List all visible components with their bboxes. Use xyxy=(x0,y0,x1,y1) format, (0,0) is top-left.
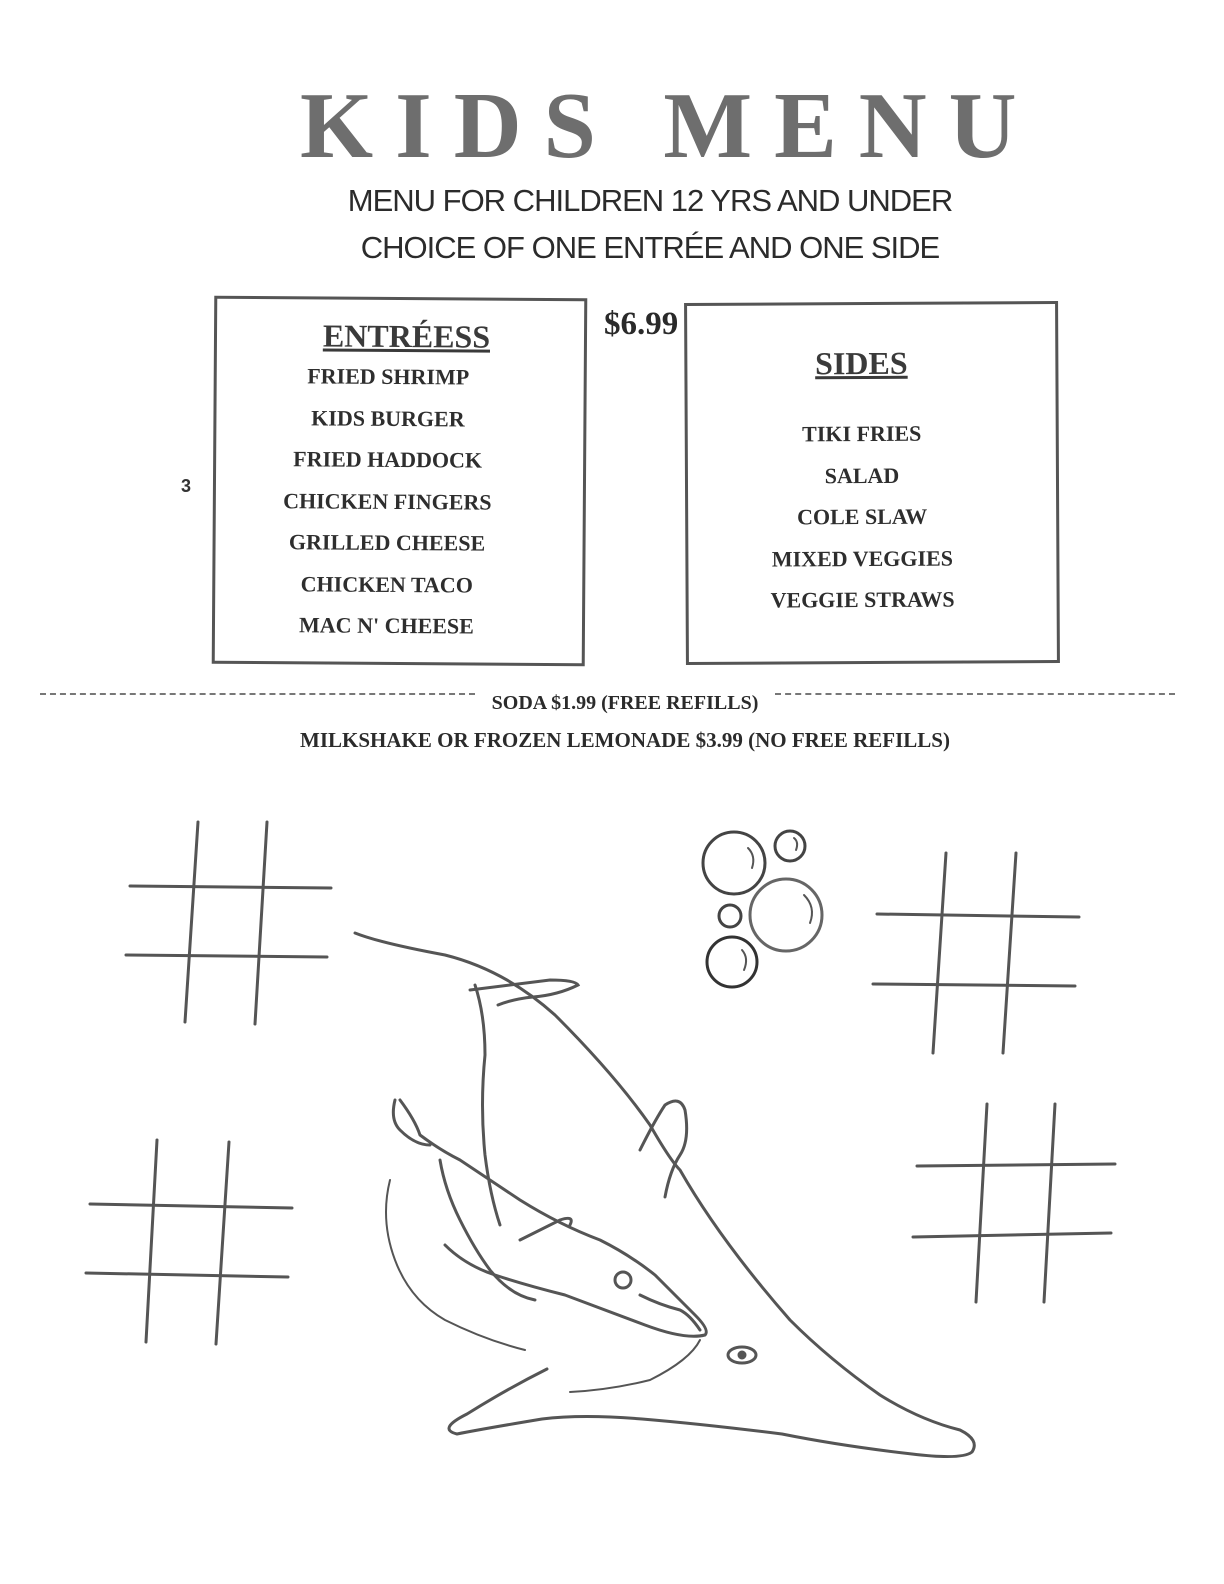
page-title: KIDS MENU xyxy=(300,74,1039,178)
sides-heading: SIDES xyxy=(815,344,908,382)
entree-item: CHICKEN FINGERS xyxy=(283,487,492,515)
soda-price-text: SODA $1.99 (FREE REFILLS) xyxy=(491,692,759,714)
bubbles-icon xyxy=(703,831,822,987)
tic-tac-toe-grid-icon[interactable] xyxy=(86,1140,292,1344)
entree-item: FRIED HADDOCK xyxy=(293,446,483,473)
entree-item: GRILLED CHEESE xyxy=(288,529,486,556)
tic-tac-toe-grid-icon[interactable] xyxy=(126,822,331,1024)
side-item: VEGGIE STRAWS xyxy=(770,586,955,613)
shake-price-text: MILKSHAKE OR FROZEN LEMONADE $3.99 (NO FREE REFILLS) xyxy=(300,728,950,752)
side-item: SALAD xyxy=(824,462,900,488)
tic-tac-toe-grid-icon[interactable] xyxy=(913,1104,1115,1302)
side-item: MIXED VEGGIES xyxy=(771,545,954,572)
choice-instruction-text: CHOICE OF ONE ENTRÉE AND ONE SIDE xyxy=(360,230,940,265)
page-margin-number: 3 xyxy=(181,476,192,496)
tic-tac-toe-grid-icon[interactable] xyxy=(873,853,1079,1053)
side-item: TIKI FRIES xyxy=(802,420,922,447)
entree-item: CHICKEN TACO xyxy=(300,570,473,598)
age-restriction-text: MENU FOR CHILDREN 12 YRS AND UNDER xyxy=(347,183,953,218)
dolphin-icon xyxy=(355,933,974,1457)
entree-item: MAC N' CHEESE xyxy=(299,612,474,639)
side-item: COLE SLAW xyxy=(797,503,928,530)
entree-item: KIDS BURGER xyxy=(311,404,465,431)
combo-price: $6.99 xyxy=(604,306,679,342)
entrees-heading: ENTRÉESS xyxy=(322,317,491,355)
entree-item: FRIED SHRIMP xyxy=(307,363,470,390)
